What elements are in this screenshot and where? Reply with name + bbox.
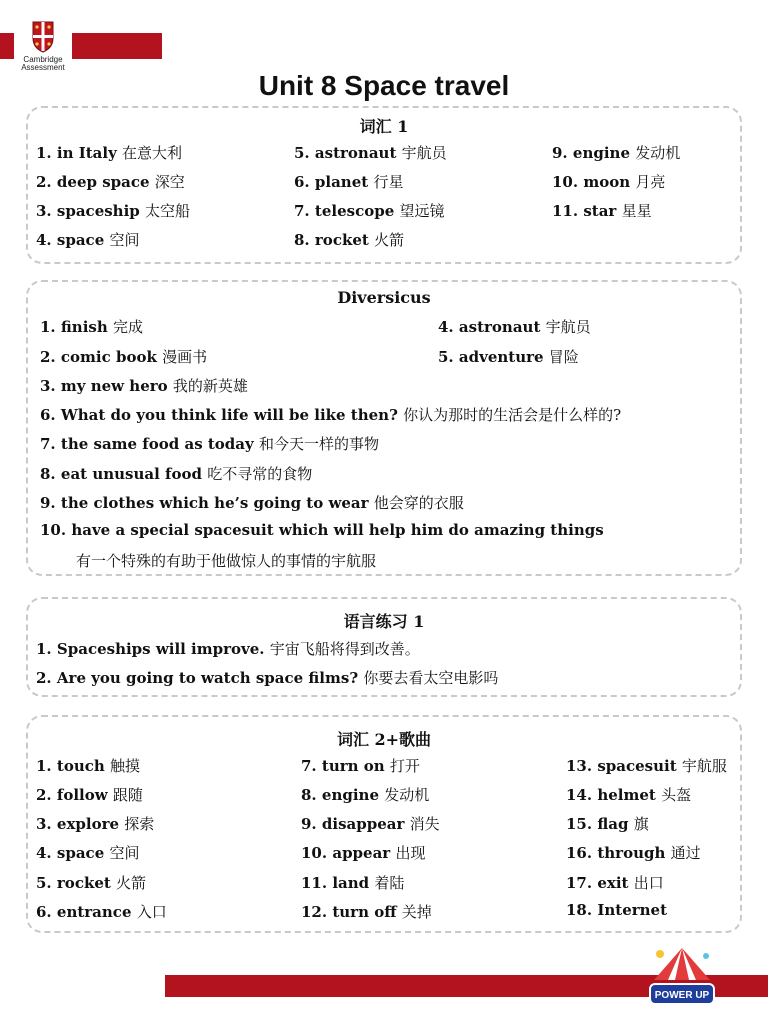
- header-red-bar: [72, 33, 162, 59]
- list-item: 1. in Italy 在意大利: [36, 144, 183, 162]
- language1-title: 语言练习 1: [343, 612, 425, 631]
- list-item: 18. Internet: [566, 901, 668, 919]
- list-item: 5. rocket 火箭: [36, 874, 147, 892]
- list-item: 8. rocket 火箭: [294, 231, 405, 249]
- list-item: 13. spacesuit 宇航服: [566, 757, 727, 775]
- list-item: 9. the clothes which he’s going to wear 他会穿的衣服: [40, 494, 464, 512]
- power-up-logo-icon: [644, 940, 720, 1018]
- list-item: 1. Spaceships will improve. 宇宙飞船将得到改善。: [36, 640, 420, 658]
- list-item: 14. helmet 头盔: [566, 786, 692, 804]
- list-item: 3. my new hero 我的新英雄: [40, 377, 248, 395]
- list-item: 5. astronaut 宇航员: [294, 144, 447, 162]
- list-item-continuation: 有一个特殊的有助于他做惊人的事情的宇航服: [76, 552, 377, 570]
- logo-line1: Cambridge: [23, 55, 63, 64]
- vocab1-title: 词汇 1: [359, 117, 409, 136]
- list-item: 2. follow 跟随: [36, 786, 143, 804]
- list-item: 10. have a special spacesuit which will help him do amazing things: [40, 521, 604, 539]
- list-item: 7. turn on 打开: [301, 757, 420, 775]
- list-item: 11. star 星星: [552, 202, 652, 220]
- list-item: 6. What do you think life will be like then? 你认为那时的生活会是什么样的?: [40, 406, 622, 424]
- list-item: 3. explore 探索: [36, 815, 155, 833]
- list-item: 4. space 空间: [36, 231, 140, 249]
- list-item: 10. moon 月亮: [552, 173, 666, 191]
- list-item: 3. spaceship 太空船: [36, 202, 191, 220]
- list-item: 8. eat unusual food 吃不寻常的食物: [40, 465, 313, 483]
- list-item: 2. deep space 深空: [36, 173, 185, 191]
- list-item: 12. turn off 关掉: [301, 903, 432, 921]
- logo-line2: Assessment: [21, 63, 65, 72]
- power-up-badge-text: POWER UP: [654, 990, 710, 1001]
- list-item: 4. space 空间: [36, 844, 140, 862]
- list-item: 6. entrance 入口: [36, 903, 167, 921]
- page-title: Unit 8 Space travel: [258, 70, 510, 101]
- header-red-bar-left: [0, 33, 14, 59]
- list-item: 10. appear 出现: [301, 844, 426, 862]
- list-item: 7. telescope 望远镜: [294, 202, 445, 220]
- list-item: 6. planet 行星: [294, 173, 404, 191]
- list-item: 2. Are you going to watch space films? 你要去看太空电影吗: [36, 669, 499, 687]
- list-item: 7. the same food as today 和今天一样的事物: [40, 435, 379, 453]
- list-item: 8. engine 发动机: [301, 786, 430, 804]
- list-item: 15. flag 旗: [566, 815, 649, 833]
- list-item: 9. disappear 消失: [301, 815, 440, 833]
- list-item: 1. touch 触摸: [36, 757, 141, 775]
- list-item: 2. comic book 漫画书: [40, 348, 208, 366]
- list-item: 4. astronaut 宇航员: [438, 318, 591, 336]
- list-item: 11. land 着陆: [301, 874, 405, 892]
- list-item: 16. through 通过: [566, 844, 701, 862]
- list-item: 5. adventure 冒险: [438, 348, 579, 366]
- list-item: 17. exit 出口: [566, 874, 664, 892]
- vocab2-title: 词汇 2+歌曲: [336, 730, 432, 749]
- list-item: 1. finish 完成: [40, 318, 144, 336]
- list-item: 9. engine 发动机: [552, 144, 681, 162]
- diversicus-title: Diversicus: [337, 288, 431, 307]
